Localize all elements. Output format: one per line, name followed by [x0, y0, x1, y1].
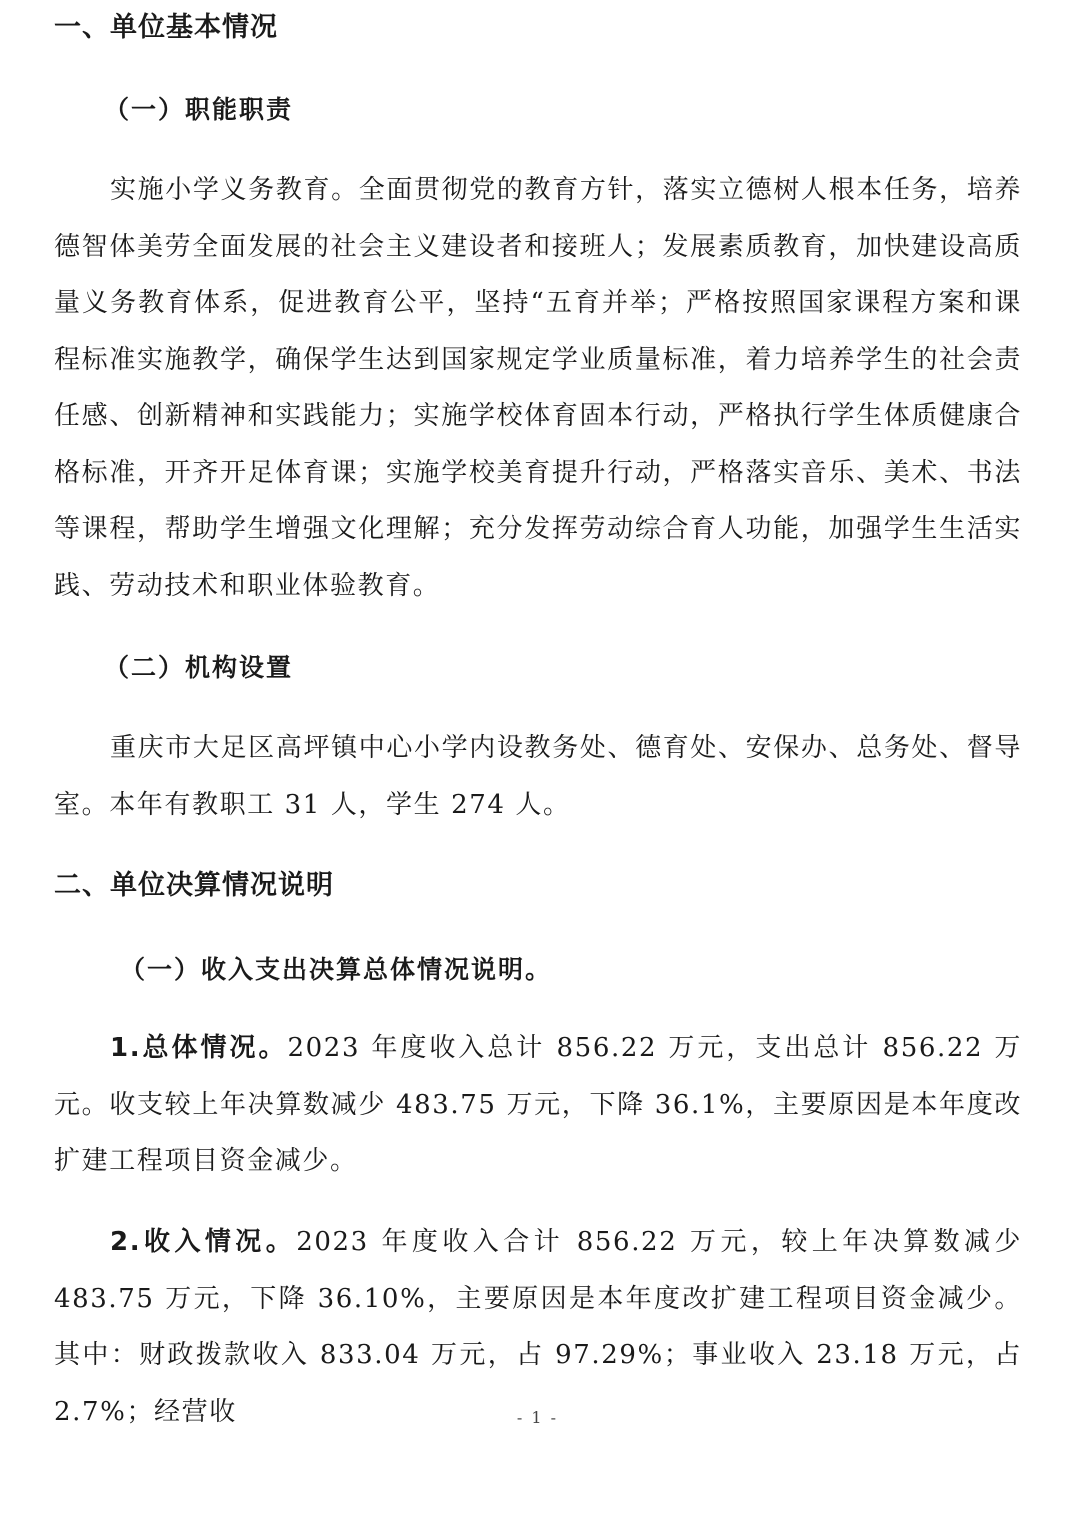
page-number: - 1 - — [516, 1408, 559, 1427]
paragraph-functions: 实施小学义务教育。全面贯彻党的教育方针，落实立德树人根本任务，培养德智体美劳全面发展的社会主义建设者和接班人；发展素质教育，加快建设高质量义务教育体系，促进教育公平，坚持“五育并举；严格按照国家课程方案和课程标准实施教学，确保学生达到国家规定学业质量标准，着力培养学生的社会责任感、创新精神和实践能力；实施学校体育固本行动，严格执行学生体质健康合格标准，开齐开足体育课；实施学校美育提升行动，严格落实音乐、美术、书法等课程，帮助学生增强文化理解；充分发挥劳动综合育人功能，加强学生生活实践、劳动技术和职业体验教育。 — [54, 175, 1022, 601]
subheading-income-expense-overview: （一）收入支出决算总体情况说明。 — [120, 955, 553, 984]
section-heading-final-accounts: 二、单位决算情况说明 — [54, 870, 334, 901]
section-heading-basic-info: 一、单位基本情况 — [54, 12, 278, 43]
paragraph-organization: 重庆市大足区高坪镇中心小学内设教务处、德育处、安保办、总务处、督导室。本年有教职工 31 人，学生 274 人。 — [54, 733, 1022, 820]
paragraph-body-overall: 2023 年度收入总计 856.22 万元，支出总计 856.22 万元。收支较上年决算数减少 483.75 万元，下降 36.1%，主要原因是本年度改扩建工程项目资金减少。 — [54, 1033, 1022, 1176]
paragraph-lead-overall: 1.总体情况。 — [110, 1033, 288, 1063]
subheading-functions: （一）职能职责 — [104, 95, 294, 124]
paragraph-overall — [54, 1020, 1022, 1190]
paragraph-body-income: 2023 年度收入合计 856.22 万元，较上年决算数减少 483.75 万元，下降 36.10%，主要原因是本年度改扩建工程项目资金减少。其中：财政拨款收入 833.04 万元，占 97.29%；事业收入 23.18 万元，占 2.7%；经营收 — [54, 1227, 1023, 1427]
subheading-organization: （二）机构设置 — [104, 653, 294, 682]
paragraph-lead-income: 2.收入情况。 — [110, 1227, 297, 1257]
